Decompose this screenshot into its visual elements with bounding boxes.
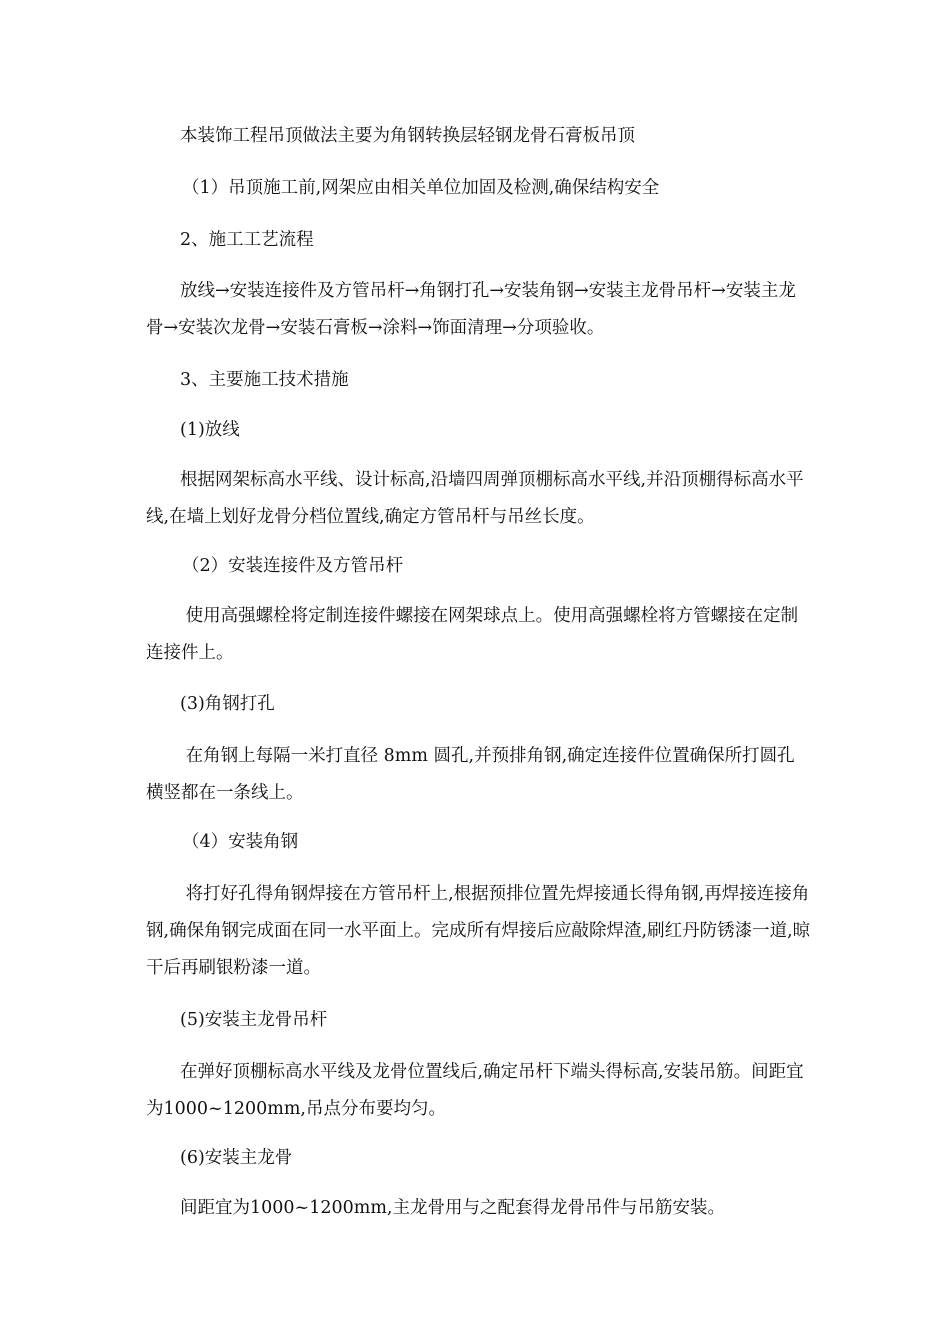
connectors-paragraph: 使用高强螺栓将定制连接件螺接在网架球点上。使用高强螺栓将方管螺接在定制连接件上。 (146, 606, 799, 663)
layout-paragraph: 根据网架标高水平线、设计标高,沿墙四周弹顶棚标高水平线,并沿顶棚得标高水平线,在墙上划好龙骨分档位置线,确定方管吊杆与吊丝长度。 (146, 470, 804, 527)
section-heading-measures: 3、主要施工技术措施 (180, 370, 349, 390)
angle-steel-paragraph: 将打好孔得角钢焊接在方管吊杆上,根据预排位置先焊接通长得角钢,再焊接连接角钢,确保角钢完成面在同一水平面上。完成所有焊接后应敲除焊渣,刷红丹防锈漆一道,晾干后再刷银粉漆一道。 (146, 884, 811, 978)
subheading-angle-steel: （4）安装角钢 (182, 832, 299, 852)
subheading-drilling: (3)角钢打孔 (180, 694, 275, 714)
main-keel-paragraph: 间距宜为1000~1200mm,主龙骨用与之配套得龙骨吊件与吊筋安装。 (180, 1198, 725, 1218)
section-heading-process: 2、施工工艺流程 (180, 230, 314, 250)
subheading-layout: (1)放线 (180, 420, 240, 440)
process-flow-paragraph: 放线→安装连接件及方管吊杆→角钢打孔→安装角钢→安装主龙骨吊杆→安装主龙骨→安装次龙骨→安装石膏板→涂料→饰面清理→分项验收。 (146, 281, 796, 338)
subheading-connectors: （2）安装连接件及方管吊杆 (182, 556, 404, 576)
drilling-paragraph: 在角钢上每隔一米打直径 8mm 圆孔,并预排角钢,确定连接件位置确保所打圆孔横竖都在一条线上。 (146, 746, 795, 803)
main-keel-hanger-paragraph: 在弹好顶棚标高水平线及龙骨位置线后,确定吊杆下端头得标高,安装吊筋。间距宜为1000~1200mm,吊点分布要均匀。 (146, 1062, 804, 1119)
subheading-main-keel-hanger: (5)安装主龙骨吊杆 (180, 1010, 328, 1030)
subheading-main-keel: (6)安装主龙骨 (180, 1148, 293, 1168)
intro-paragraph: 本装饰工程吊顶做法主要为角钢转换层轻钢龙骨石膏板吊顶 (180, 126, 635, 146)
note-paragraph: （1）吊顶施工前,网架应由相关单位加固及检测,确保结构安全 (182, 178, 660, 198)
